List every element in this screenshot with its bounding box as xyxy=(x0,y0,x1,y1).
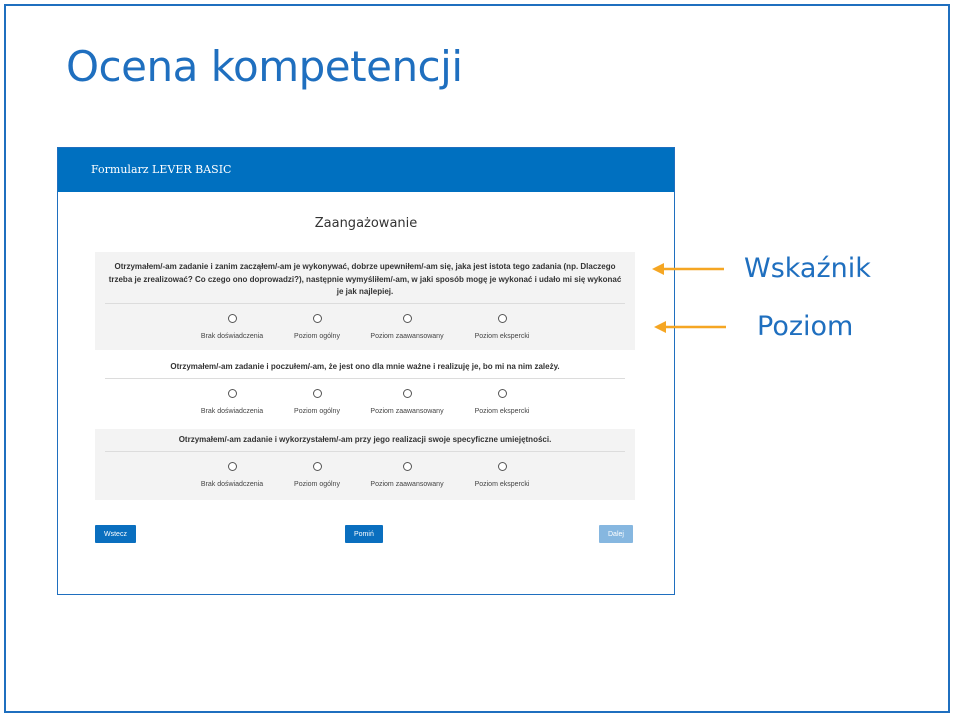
skip-button[interactable]: Pomiń xyxy=(345,525,383,543)
option-poziom-ekspercki[interactable] xyxy=(447,389,557,418)
option-poziom-ekspercki[interactable] xyxy=(447,314,557,343)
level-options xyxy=(95,379,635,419)
question-block-2 xyxy=(95,356,635,424)
radio-button[interactable] xyxy=(313,389,322,398)
radio-button[interactable] xyxy=(228,314,237,323)
radio-button[interactable] xyxy=(313,462,322,471)
option-label: Brak doświadczenia xyxy=(200,332,264,340)
level-options xyxy=(95,304,635,344)
option-label: Brak doświadczenia xyxy=(200,407,264,415)
radio-button[interactable] xyxy=(403,314,412,323)
form-window xyxy=(57,147,675,595)
option-label: Poziom ekspercki xyxy=(474,332,530,340)
option-label: Poziom ogólny xyxy=(294,332,340,340)
radio-button[interactable] xyxy=(228,389,237,398)
option-label: Poziom zaawansowany xyxy=(370,480,444,488)
option-label: Poziom zaawansowany xyxy=(370,407,444,415)
next-button[interactable]: Dalej xyxy=(599,525,633,543)
arrow-left-icon xyxy=(652,262,726,276)
slide-title: Ocena kompetencji xyxy=(66,42,463,91)
option-label: Poziom ekspercki xyxy=(474,407,530,415)
form-header: Formularz LEVER BASIC xyxy=(58,148,674,192)
radio-button[interactable] xyxy=(228,462,237,471)
option-label: Poziom ogólny xyxy=(294,480,340,488)
question-text: Otrzymałem/-am zadanie i wykorzystałem/-am przy jego realizacji swoje specyficzne umiejętności. xyxy=(178,435,552,444)
level-options xyxy=(95,452,635,492)
radio-button[interactable] xyxy=(498,462,507,471)
question-block-3 xyxy=(95,429,635,500)
option-label: Brak doświadczenia xyxy=(200,480,264,488)
section-title: Zaangażowanie xyxy=(314,216,418,231)
back-button[interactable]: Wstecz xyxy=(95,525,136,543)
option-label: Poziom zaawansowany xyxy=(370,332,444,340)
arrow-left-icon xyxy=(654,320,728,334)
question-block-1 xyxy=(95,252,635,350)
radio-button[interactable] xyxy=(498,314,507,323)
option-poziom-zaawansowany[interactable] xyxy=(352,314,462,343)
radio-button[interactable] xyxy=(498,389,507,398)
option-label: Poziom ekspercki xyxy=(474,480,530,488)
option-poziom-zaawansowany[interactable] xyxy=(352,462,462,491)
radio-button[interactable] xyxy=(403,462,412,471)
option-label: Poziom ogólny xyxy=(294,407,340,415)
radio-button[interactable] xyxy=(313,314,322,323)
radio-button[interactable] xyxy=(403,389,412,398)
annotation-indicator: Wskaźnik xyxy=(744,253,871,284)
question-text: Otrzymałem/-am zadanie i poczułem/-am, że jest ono dla mnie ważne i realizuję je, bo mi na nim zależy. xyxy=(170,362,560,371)
annotation-level: Poziom xyxy=(757,311,854,342)
option-poziom-zaawansowany[interactable] xyxy=(352,389,462,418)
option-poziom-ekspercki[interactable] xyxy=(447,462,557,491)
question-text: Otrzymałem/-am zadanie i zanim zacząłem/-am je wykonywać, dobrze upewniłem/-am się, jaka jest istota tego zadania (np. Dlaczego trzeba je zrealizować? Co czego ono doprowadzi?), następnie wymyśliłem/-am, w jaki sposób mogę je wykonać i udało mi się wykonać je jak najlepiej. xyxy=(108,262,622,296)
